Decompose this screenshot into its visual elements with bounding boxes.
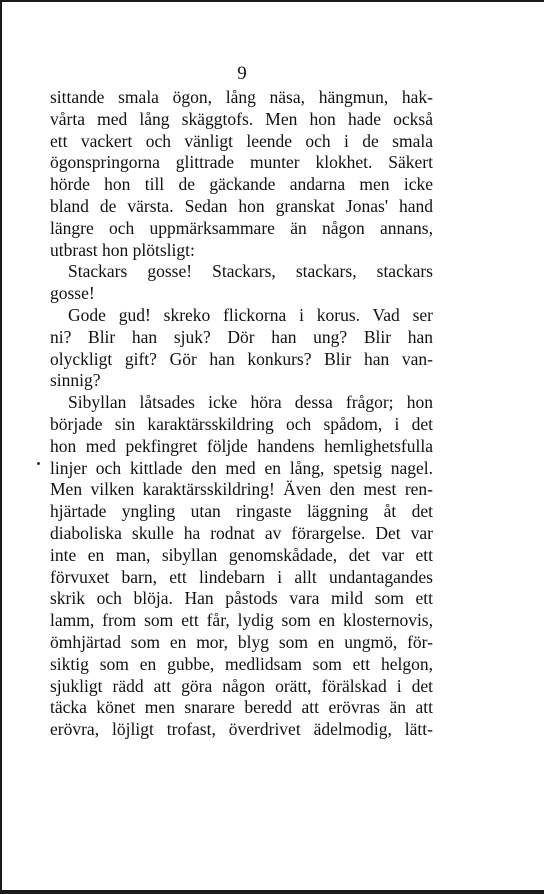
text-line: erövra, löjligt trofast, överdrivet ädelmodig, lätt- xyxy=(50,719,433,740)
text-line: vårta med lång skäggtofs. Men hon hade också xyxy=(50,108,433,129)
text-line: Stackars gosse! Stackars, stackars, stackars xyxy=(68,261,433,282)
text-line: Men vilken karaktärsskildring! Även den mest ren- xyxy=(50,479,433,500)
text-line: hjärtade yngling utan ringaste läggning åt det xyxy=(50,501,433,522)
text-line: förvuxet barn, ett lindebarn i allt undantagandes xyxy=(50,566,433,587)
text-line: siktig som en gubbe, medlidsam som ett helgon, xyxy=(50,653,433,674)
text-line: Sibyllan låtsades icke höra dessa frågor; hon xyxy=(68,392,433,413)
text-line: hörde hon till de gäckande andarna men icke xyxy=(50,174,433,195)
text-line: sittande smala ögon, lång näsa, hängmun, hak- xyxy=(50,87,433,107)
text-line: bland de värsta. Sedan hon granskat Jonas' hand xyxy=(50,195,433,216)
page-frame-top-edge xyxy=(0,0,544,2)
text-line: hon med pekfingret följde handens hemlighetsfulla xyxy=(50,435,433,456)
text-line: skrik och blöja. Han påstods vara mild som ett xyxy=(50,588,433,609)
text-line: ögonspringorna glittrade munter klokhet. Säkert xyxy=(50,152,433,173)
text-line: diaboliska skulle ha rodnat av förargelse. Det var xyxy=(50,522,433,543)
text-line: utbrast hon plötsligt: xyxy=(50,239,195,260)
text-line: ett vackert och vänligt leende och i de smala xyxy=(50,130,433,151)
text-line: täcka könet men snarare beredd att erövras än att xyxy=(50,697,433,718)
text-line: gosse! xyxy=(50,283,95,304)
text-line: längre och uppmärksammare än någon annans, xyxy=(50,217,433,238)
margin-dot-mark xyxy=(37,462,40,465)
text-line: linjer och kittlade den med en lång, spetsig nagel. xyxy=(50,457,433,478)
text-line: sinnig? xyxy=(50,370,101,391)
text-line: Gode gud! skreko flickorna i korus. Vad ser xyxy=(68,304,433,325)
text-line: ömhjärtad som en mor, blyg som en ungmö, för- xyxy=(50,631,433,652)
page-frame-left-edge xyxy=(0,0,2,894)
page-number: 9 xyxy=(237,63,247,84)
text-line: sjukligt rädd att göra någon orätt, förälskad i det xyxy=(50,675,433,696)
text-line: ni? Blir han sjuk? Dör han ung? Blir han xyxy=(50,326,433,347)
page-frame-bottom-edge xyxy=(0,890,544,894)
text-line: olyckligt gift? Gör han konkurs? Blir han van- xyxy=(50,348,433,369)
body-text xyxy=(50,87,433,741)
text-line: lamm, from som ett får, lydig som en klosternovis, xyxy=(50,610,433,631)
text-line: inte en man, sibyllan genomskådade, det var ett xyxy=(50,544,433,565)
text-line: började sin karaktärsskildring och spådom, i det xyxy=(50,413,433,434)
